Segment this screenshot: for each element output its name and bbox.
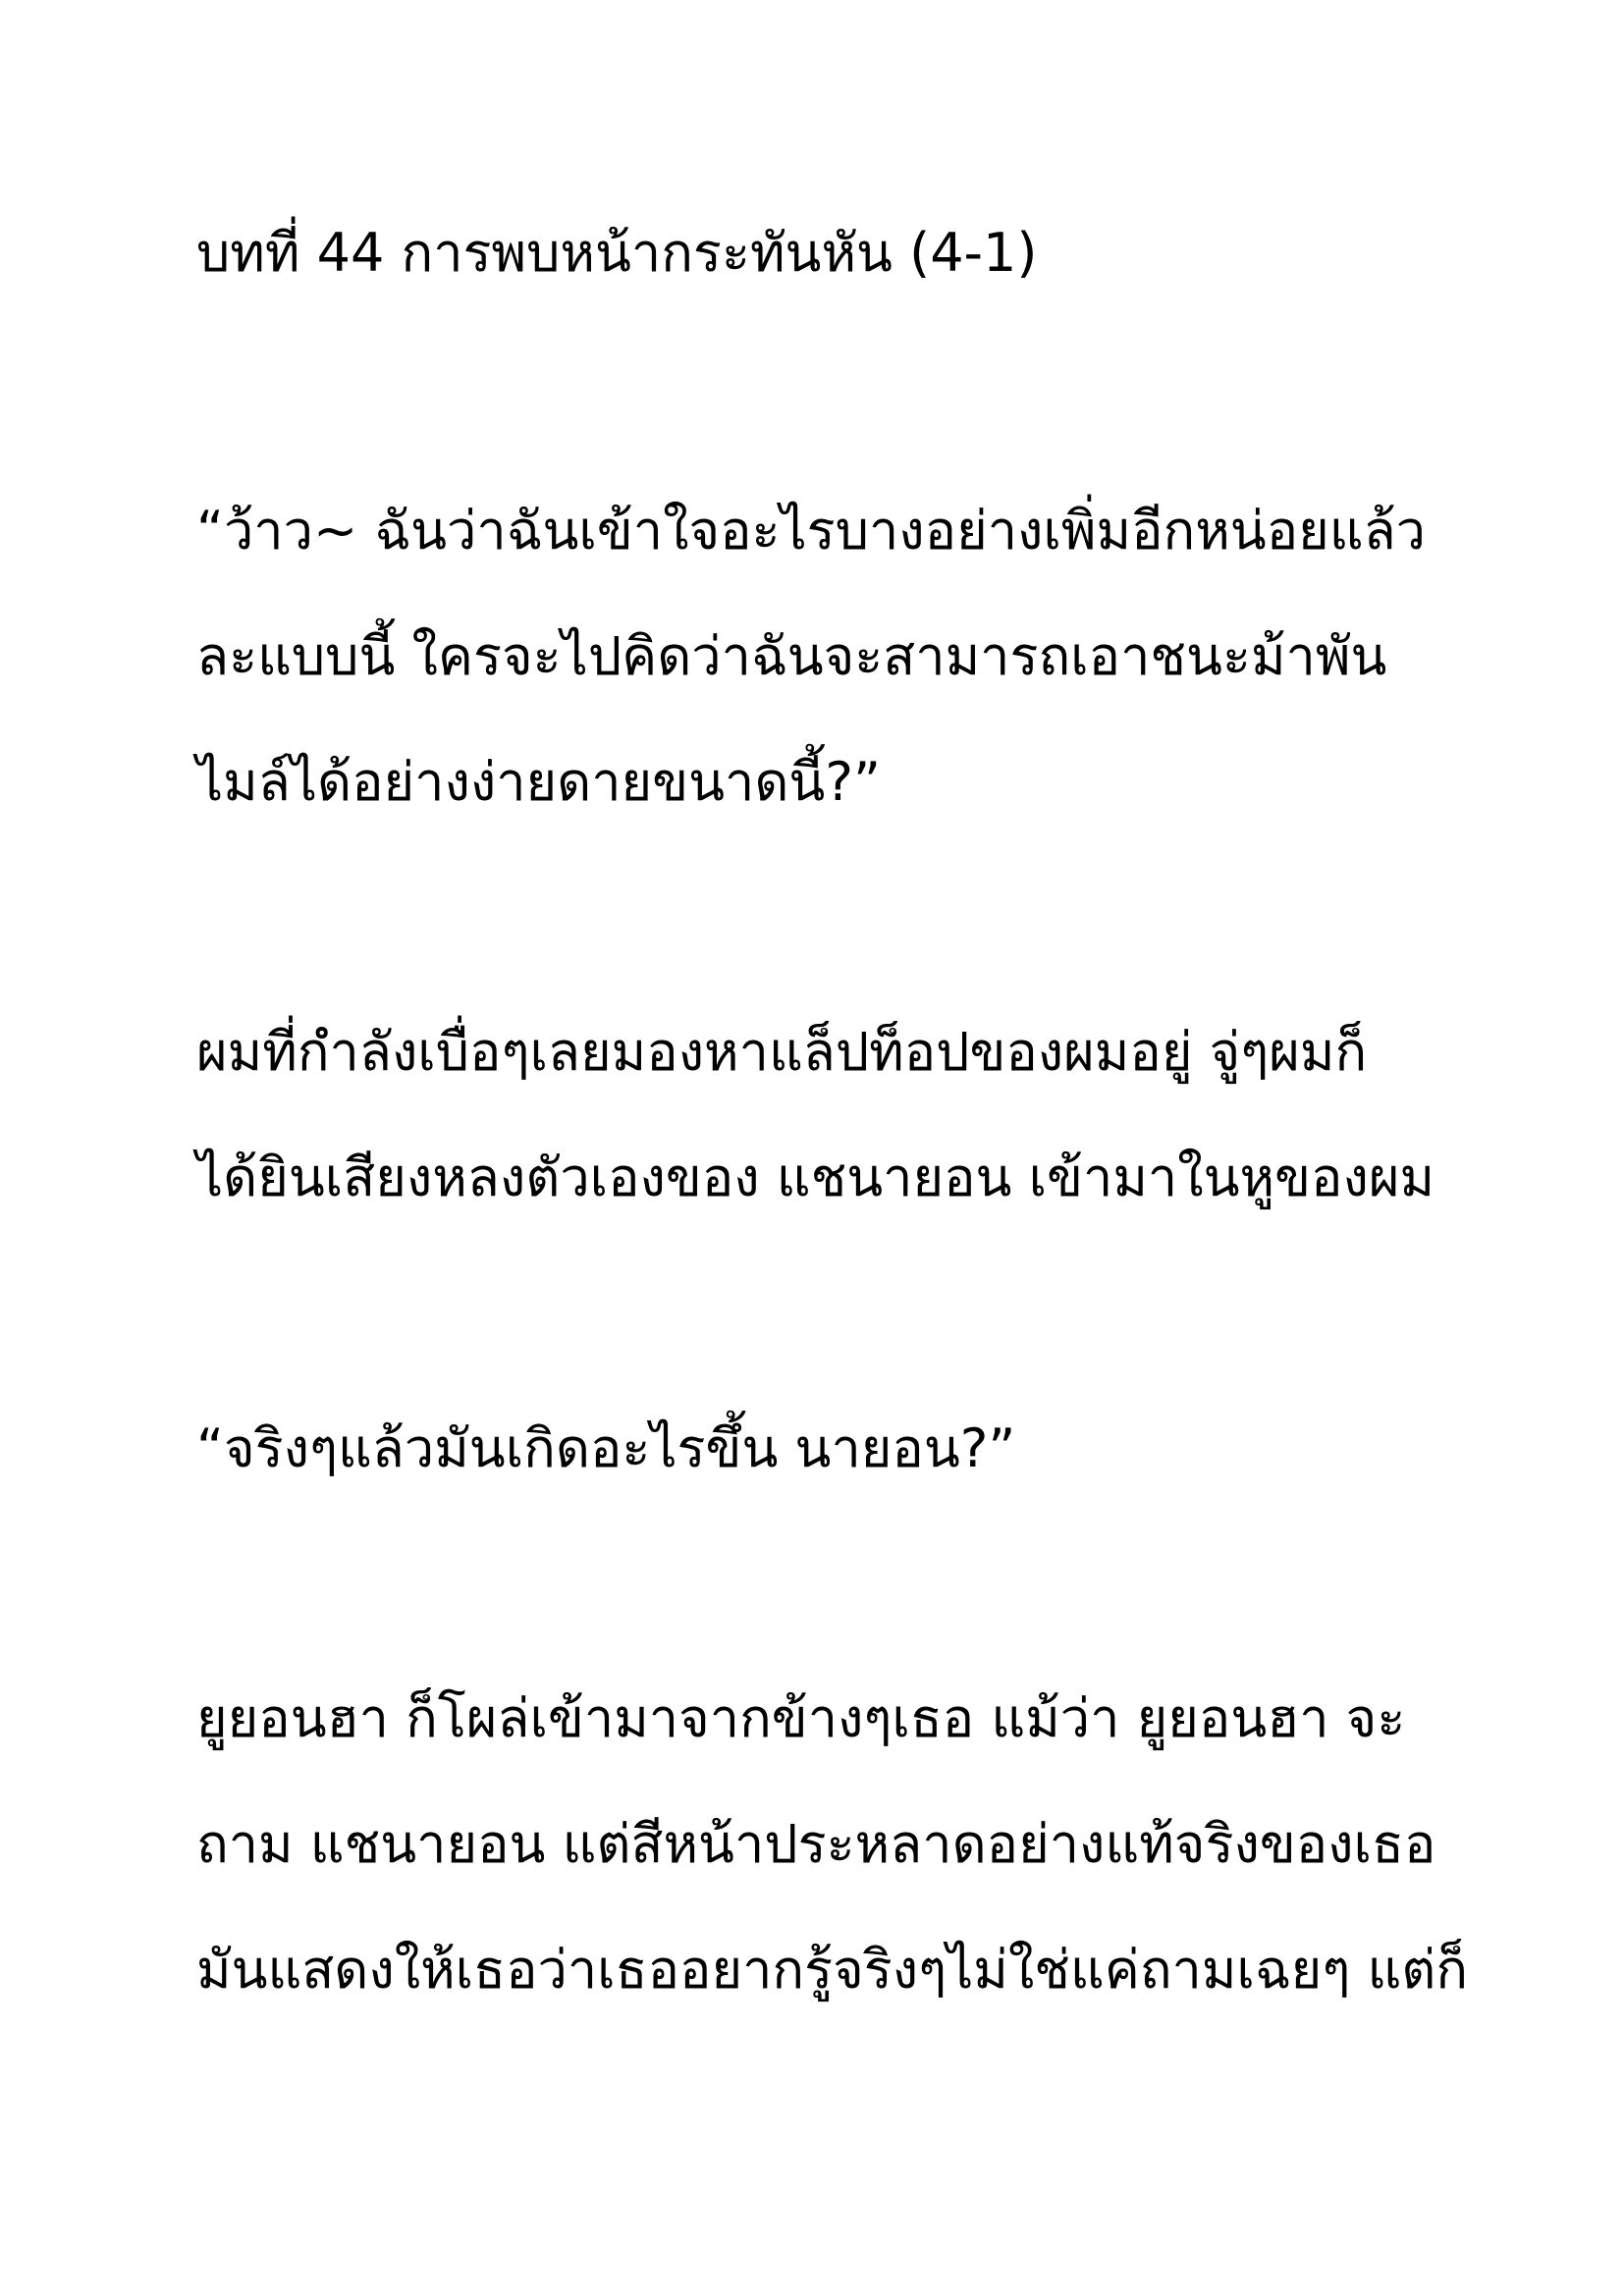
paragraph-2-line-1: ผมที่กำลังเบื่อๆเลยมองหาแล็ปท็อปของผมอยู่ จู่ๆผมก็	[196, 1021, 1368, 1083]
paragraph-1-line-1: “ว้าว~ ฉันว่าฉันเข้าใจอะไรบางอย่างเพิ่มอีกหน่อยแล้ว	[196, 500, 1426, 561]
paragraph-4-line-1: ยูยอนฮา ก็โผล่เข้ามาจากข้างๆเธอ แม้ว่า ยูยอนฮา จะ	[196, 1687, 1406, 1749]
paragraph-1-line-3: ไมล์ได้อย่างง่ายดายขนาดนี้?”	[196, 751, 881, 813]
paragraph-2-line-2: ได้ยินเสียงหลงตัวเองของ แชนายอน เข้ามาในหูของผม	[196, 1147, 1435, 1208]
chapter-title: บทที่ 44 การพบหน้ากระทันหัน (4-1)	[196, 222, 1038, 284]
paragraph-1-line-2: ละแบบนี้ ใครจะไปคิดว่าฉันจะสามารถเอาชนะม้าพัน	[196, 625, 1387, 687]
paragraph-3-line-1: “จริงๆแล้วมันเกิดอะไรขึ้น นายอน?”	[196, 1417, 1016, 1479]
paragraph-4-line-2: ถาม แชนายอน แต่สีหน้าประหลาดอย่างแท้จริงของเธอ	[196, 1813, 1436, 1875]
paragraph-4-line-3: มันแสดงให้เธอว่าเธออยากรู้จริงๆไม่ใช่แค่ถามเฉยๆ แต่ก็	[196, 1939, 1469, 2001]
